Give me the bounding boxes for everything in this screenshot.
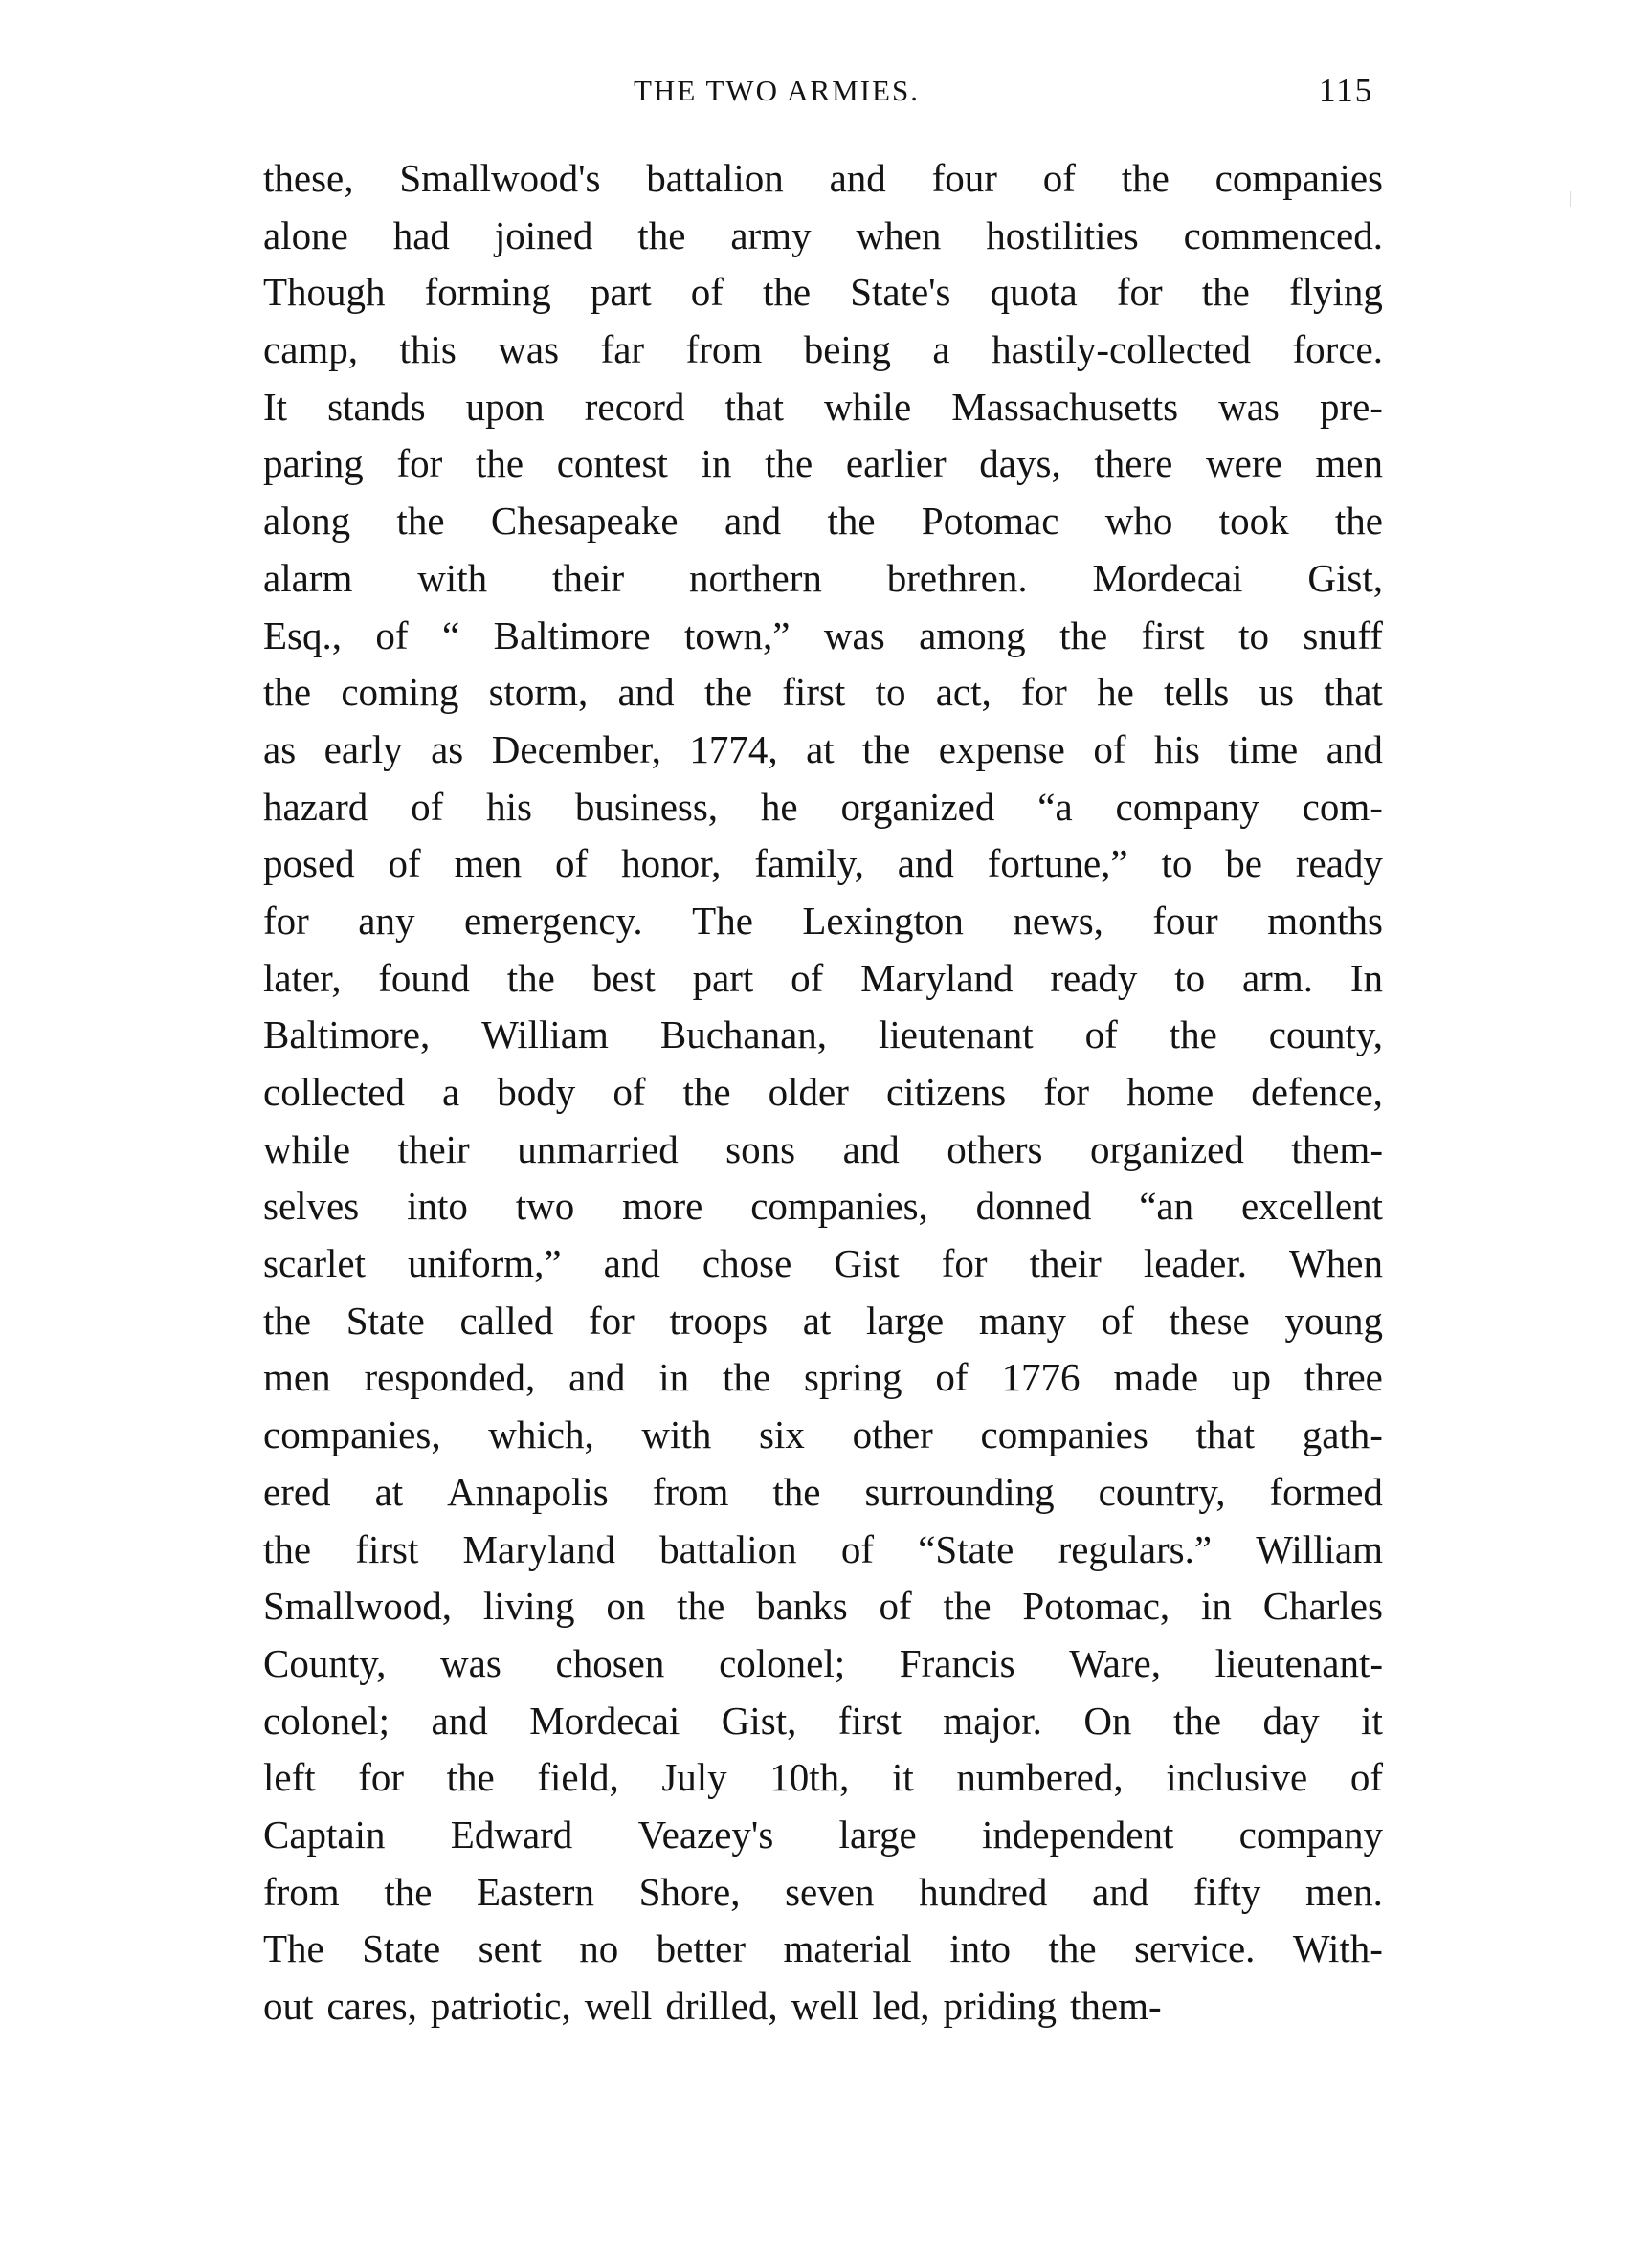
text-line: posed of men of honor, family, and fortune,” to be ready	[263, 841, 1383, 886]
text-line: County, was chosen colonel; Francis Ware, lieutenant-	[263, 1640, 1383, 1685]
text-line: Baltimore, William Buchanan, lieutenant of the county,	[263, 1012, 1383, 1057]
text-line: as early as December, 1774, at the expense of his time and	[263, 726, 1383, 771]
text-line: camp, this was far from being a hastily-collected force.	[263, 327, 1383, 372]
text-line: along the Chesapeake and the Potomac who took the	[263, 499, 1383, 544]
text-line: the State called for troops at large many of these young	[263, 1298, 1383, 1343]
text-line: paring for the contest in the earlier days, there were men	[263, 441, 1383, 486]
text-line: these, Smallwood's battalion and four of the companies	[263, 156, 1383, 200]
text-line: men responded, and in the spring of 1776 made up three	[263, 1355, 1383, 1400]
text-line: Captain Edward Veazey's large independent company	[263, 1812, 1383, 1857]
text-line: companies, which, with six other companies that gath-	[263, 1412, 1383, 1457]
text-line: out cares, patriotic, well drilled, well led, priding them-	[263, 1984, 1162, 2028]
running-head-title: THE TWO ARMIES.	[634, 74, 920, 107]
text-line: It stands upon record that while Massachusetts was pre-	[263, 384, 1383, 429]
running-head	[0, 67, 1649, 115]
text-line: the coming storm, and the first to act, for he tells us that	[263, 670, 1383, 715]
text-line: alarm with their northern brethren. Mordecai Gist,	[263, 555, 1383, 600]
text-line: hazard of his business, he organized “a company com-	[263, 784, 1383, 829]
text-line: colonel; and Mordecai Gist, first major. On the day it	[263, 1698, 1383, 1743]
text-line: the first Maryland battalion of “State regulars.” William	[263, 1526, 1383, 1571]
text-line: left for the field, July 10th, it numbered, inclusive of	[263, 1755, 1383, 1800]
text-line: later, found the best part of Maryland ready to arm. In	[263, 955, 1383, 1000]
text-line: selves into two more companies, donned “an excellent	[263, 1184, 1383, 1229]
text-line: collected a body of the older citizens for home defence,	[263, 1070, 1383, 1114]
body-text	[263, 150, 1383, 2035]
text-line: ered at Annapolis from the surrounding country, formed	[263, 1469, 1383, 1514]
text-line: Esq., of “ Baltimore town,” was among the first to snuff	[263, 612, 1383, 657]
scan-speck	[1570, 191, 1571, 207]
text-line: while their unmarried sons and others organized them-	[263, 1126, 1383, 1171]
text-line: The State sent no better material into the service. With-	[263, 1926, 1383, 1971]
text-line: for any emergency. The Lexington news, four months	[263, 898, 1383, 943]
text-line: Though forming part of the State's quota for the flying	[263, 270, 1383, 315]
page-number: 115	[1319, 72, 1374, 109]
text-line: alone had joined the army when hostilities commenced.	[263, 212, 1383, 257]
text-line: from the Eastern Shore, seven hundred and fifty men.	[263, 1869, 1383, 1914]
text-line: Smallwood, living on the banks of the Potomac, in Charles	[263, 1584, 1383, 1629]
text-line: scarlet uniform,” and chose Gist for their leader. When	[263, 1241, 1383, 1286]
